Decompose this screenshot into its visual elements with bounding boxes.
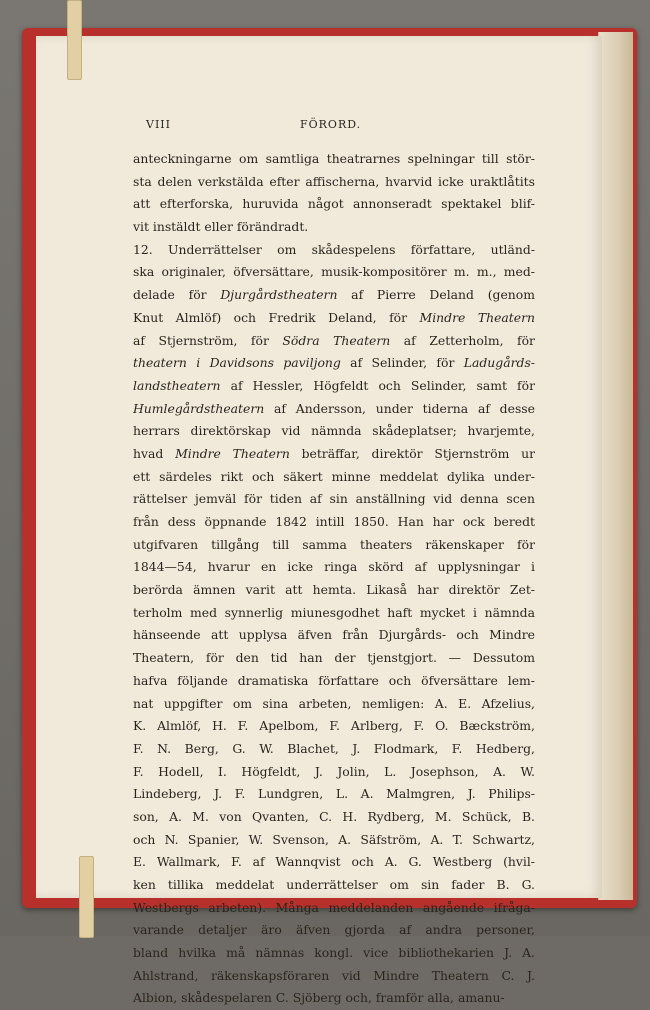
text-line (133, 466, 535, 489)
italic-title: Djurgårdstheatern (220, 287, 338, 303)
text-segment: beträffar, direktör Stjernström ur (289, 445, 535, 461)
text-line (133, 670, 535, 693)
text-line (133, 216, 535, 239)
text-segment: 12. Underrättelser om skådespelens författare, utländ- (133, 241, 535, 257)
text-segment: ett särdeles rikt och säkert minne meddelat dylika under- (133, 468, 535, 484)
italic-title: theatern i Davidsons paviljong (133, 355, 341, 371)
text-line (133, 307, 535, 330)
text-line (133, 579, 535, 602)
text-segment: rättelser jemväl för tiden af sin anställning vid denna scen (133, 491, 535, 507)
body-text (133, 148, 535, 1010)
text-line (133, 942, 535, 965)
text-line (133, 738, 535, 761)
text-line (133, 398, 535, 421)
running-header (146, 118, 544, 134)
text-line (133, 330, 535, 353)
text-line (133, 647, 535, 670)
text-line (133, 851, 535, 874)
text-segment: hvad (133, 445, 176, 461)
italic-title: Södra Theatern (282, 332, 391, 348)
text-segment: vit instäldt eller förändradt. (133, 219, 309, 235)
text-line (133, 693, 535, 716)
text-segment: herrars direktörskap vid nämnda skådeplatser; hvarjemte, (133, 423, 535, 439)
text-line (133, 375, 535, 398)
text-segment: E. Wallmark, F. af Wannqvist och A. G. Westberg (hvil- (133, 854, 535, 870)
text-segment: Ahlstrand, räkenskapsföraren vid Mindre Theatern C. J. (133, 967, 535, 983)
text-segment: K. Almlöf, H. F. Apelbom, F. Arlberg, F. O. Bæckström, (133, 718, 535, 734)
text-segment: af Andersson, under tiderna af desse (264, 400, 535, 416)
text-segment: terholm med synnerlig miunesgodhet haft mycket i nämnda (133, 604, 535, 620)
text-segment: F. N. Berg, G. W. Blachet, J. Flodmark, F. Hedberg, (133, 740, 535, 756)
text-line (133, 987, 535, 1010)
text-segment: son, A. M. von Qvanten, C. H. Rydberg, M. Schück, B. (133, 808, 535, 824)
text-segment: Albion, skådespelaren C. Sjöberg och, framför alla, amanu- (133, 990, 505, 1006)
text-segment: Knut Almlöf) och Fredrik Deland, för (133, 309, 420, 325)
text-line (133, 602, 535, 625)
running-title: FÖRORD. (300, 118, 362, 131)
text-segment: och N. Spanier, W. Svenson, A. Säfström, A. T. Schwartz, (133, 831, 535, 847)
italic-title: Mindre Theatern (175, 445, 290, 461)
text-line (133, 420, 535, 443)
text-segment: sta delen verkstälda efter affischerna, hvarvid icke uraktlåtits (133, 173, 535, 189)
text-segment: hafva följande dramatiska författare och öfversättare lem- (133, 672, 535, 688)
text-segment: af Zetterholm, för (390, 332, 535, 348)
text-segment: delade för (133, 287, 221, 303)
text-line (133, 352, 535, 375)
text-line (133, 239, 535, 262)
text-line (133, 919, 535, 942)
text-segment: nat uppgifter om sina arbeten, nemligen: A. E. Afzelius, (133, 695, 535, 711)
italic-title: Mindre Theatern (419, 309, 535, 325)
italic-title: Humlegårdstheatern (133, 400, 265, 416)
text-line (133, 171, 535, 194)
text-segment: Westbergs arbeten). Många meddelanden angående ifråga- (133, 899, 535, 915)
italic-title: landstheatern (133, 377, 221, 393)
text-line (133, 624, 535, 647)
text-segment: bland hvilka må nämnas kongl. vice bibliothekarien J. A. (133, 945, 535, 961)
text-segment: F. Hodell, I. Högfeldt, J. Jolin, L. Josephson, A. W. (133, 763, 535, 779)
text-segment: ska originaler, öfversättare, musik-kompositörer m. m., med- (133, 264, 535, 280)
text-line (133, 556, 535, 579)
text-segment: berörda ämnen varit att hemta. Likaså har direktör Zet- (133, 582, 535, 598)
text-line (133, 965, 535, 988)
text-segment: Theatern, för den tid han der tjenstgjort. — Dessutom (133, 650, 535, 666)
text-line (133, 874, 535, 897)
text-line (133, 261, 535, 284)
text-segment: 1844—54, hvarur en icke ringa skörd af upplysningar i (133, 559, 535, 575)
text-segment: ken tillika meddelat underrättelser om sin fader B. G. (133, 877, 535, 892)
text-segment: varande detaljer äro äfven gjorda af andra personer, (133, 922, 535, 938)
text-segment: hänseende att upplysa äfven från Djurgårds- och Mindre (133, 627, 535, 643)
text-segment: af Pierre Deland (genom (337, 287, 535, 303)
next-page-edge (598, 32, 633, 900)
text-segment: att efterforska, huruvida något annonseradt spektakel blif- (133, 196, 535, 212)
page-number: VIII (146, 118, 171, 131)
text-line (133, 806, 535, 829)
text-segment: af Hessler, Högfeldt och Selinder, samt för (220, 377, 535, 393)
text-segment: af Selinder, för (340, 355, 464, 371)
text-segment: anteckningarne om samtliga theatrarnes spelningar till stör- (133, 151, 535, 166)
text-line (133, 761, 535, 784)
bookmark-ribbon-top (67, 0, 82, 80)
text-line (133, 284, 535, 307)
text-line (133, 443, 535, 466)
text-line (133, 715, 535, 738)
italic-title: Ladugårds- (463, 355, 535, 371)
text-segment: från dess öppnande 1842 intill 1850. Han har ock beredt (133, 514, 535, 529)
text-line (133, 534, 535, 557)
bookmark-ribbon-bottom (79, 856, 94, 938)
text-line (133, 148, 535, 171)
text-line (133, 488, 535, 511)
text-line (133, 193, 535, 216)
text-segment: Lindeberg, J. F. Lundgren, L. A. Malmgren, J. Philips- (133, 786, 535, 802)
text-line (133, 829, 535, 852)
text-line (133, 511, 535, 534)
text-segment: af Stjernström, för (133, 332, 283, 348)
text-line (133, 897, 535, 920)
text-segment: utgifvaren tillgång till samma theaters räkenskaper för (133, 536, 535, 552)
text-line (133, 783, 535, 806)
